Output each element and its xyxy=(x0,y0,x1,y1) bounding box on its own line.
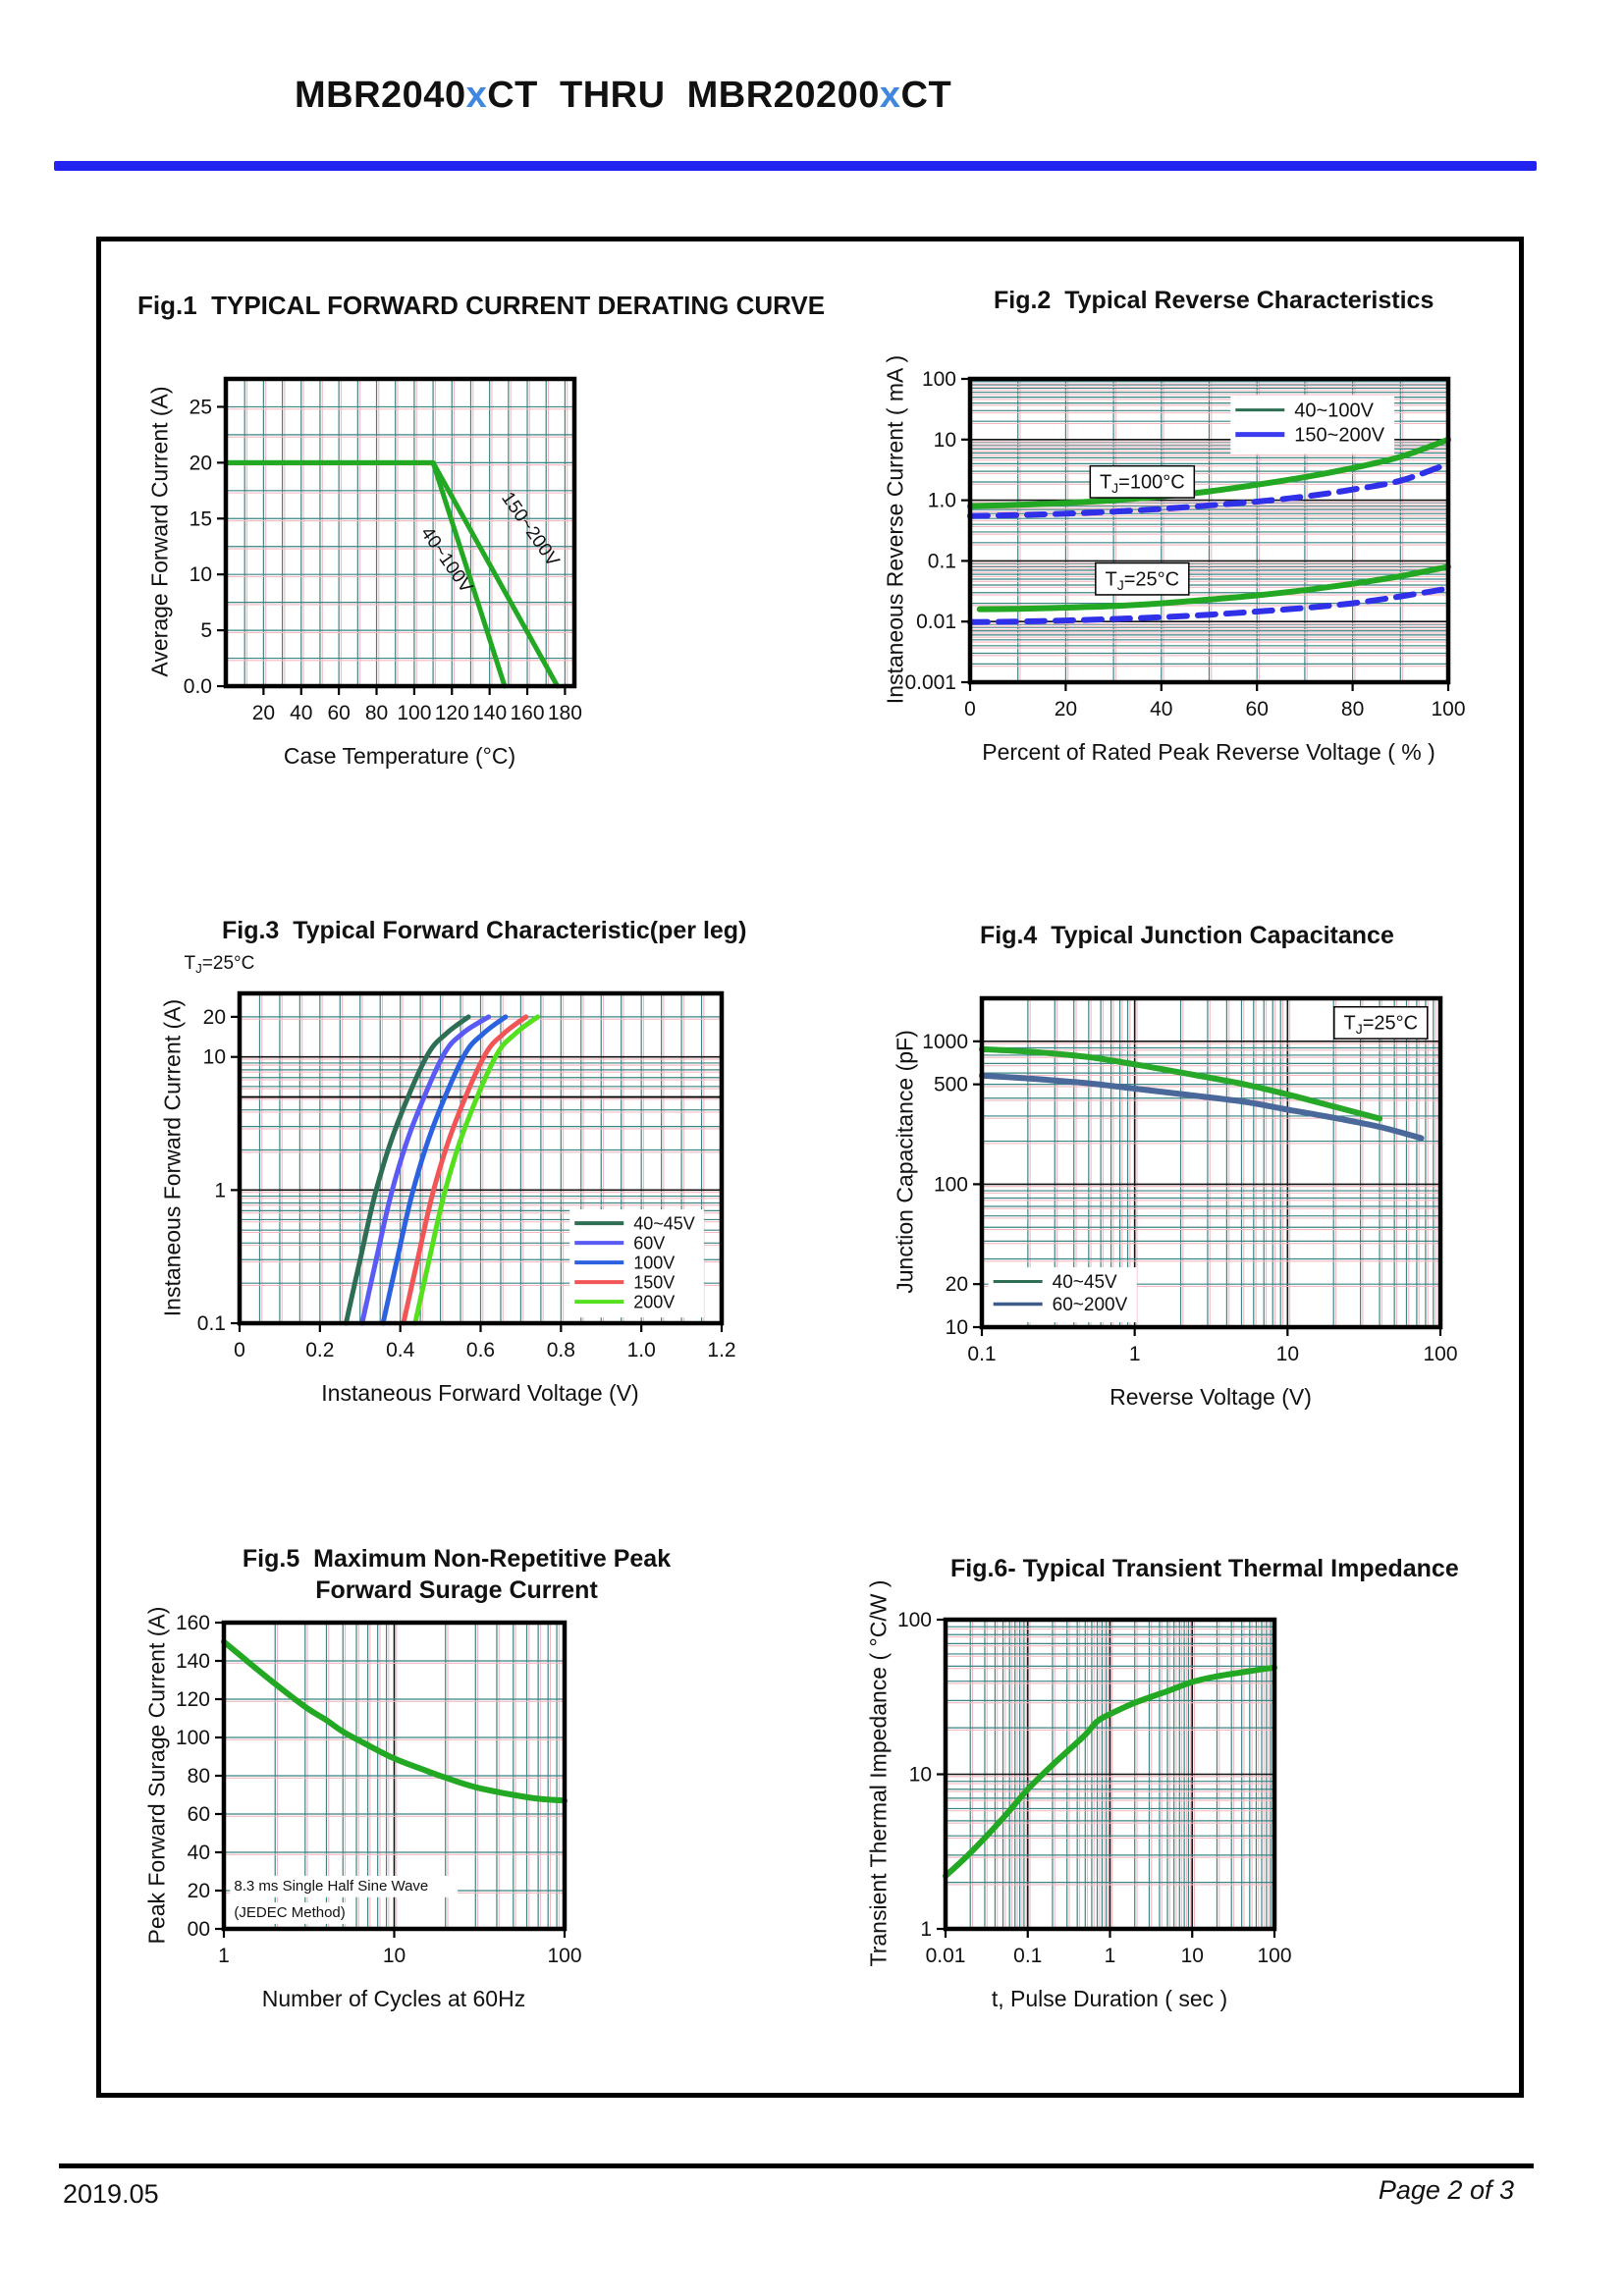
fig5-x-axis-label: Number of Cycles at 60Hz xyxy=(261,1986,526,2011)
svg-text:140: 140 xyxy=(472,702,508,724)
svg-text:180: 180 xyxy=(547,702,582,724)
svg-text:1: 1 xyxy=(214,1179,226,1202)
svg-text:20: 20 xyxy=(945,1273,968,1297)
svg-text:1.0: 1.0 xyxy=(927,489,956,512)
svg-text:(JEDEC Method): (JEDEC Method) xyxy=(234,1904,346,1922)
svg-text:0.1: 0.1 xyxy=(927,550,956,573)
svg-text:40~100V: 40~100V xyxy=(416,523,477,598)
svg-text:10: 10 xyxy=(189,563,212,587)
svg-text:100: 100 xyxy=(896,1609,932,1631)
svg-text:0.8: 0.8 xyxy=(546,1339,575,1362)
svg-text:140: 140 xyxy=(175,1650,210,1673)
svg-text:10: 10 xyxy=(908,1763,932,1787)
title-accent-x2: x xyxy=(879,75,901,116)
title-accent-x1: x xyxy=(465,75,488,116)
svg-text:10: 10 xyxy=(933,428,956,452)
svg-text:20: 20 xyxy=(187,1880,210,1902)
svg-text:0.0: 0.0 xyxy=(183,675,212,698)
svg-text:1000: 1000 xyxy=(922,1030,968,1053)
svg-text:100: 100 xyxy=(921,368,956,391)
fig2-caption: Fig.2 Typical Reverse Characteristics xyxy=(994,287,1435,314)
svg-text:20: 20 xyxy=(1054,698,1078,721)
title-part-1: MBR2040 xyxy=(295,75,466,116)
svg-text:40~45V: 40~45V xyxy=(1052,1272,1117,1294)
fig3-chart xyxy=(161,952,771,1380)
fig2-chart xyxy=(892,347,1497,739)
fig4-x-axis-label: Reverse Voltage (V) xyxy=(1110,1384,1312,1410)
svg-text:100: 100 xyxy=(1423,1343,1458,1365)
fig5-y-axis-label: Peak Forward Surage Current (A) xyxy=(143,1606,170,1945)
svg-text:150~200V: 150~200V xyxy=(497,488,564,571)
svg-text:40: 40 xyxy=(290,702,313,724)
svg-text:0.2: 0.2 xyxy=(305,1339,335,1362)
svg-text:0.01: 0.01 xyxy=(916,611,956,634)
svg-text:500: 500 xyxy=(933,1073,968,1096)
svg-text:0: 0 xyxy=(964,698,976,721)
svg-text:100: 100 xyxy=(547,1945,582,1967)
svg-text:5: 5 xyxy=(200,619,212,643)
svg-text:1: 1 xyxy=(1128,1343,1141,1365)
fig1-caption: Fig.1 TYPICAL FORWARD CURRENT DERATING CURVE xyxy=(137,291,826,320)
svg-text:1: 1 xyxy=(920,1918,932,1941)
svg-text:20: 20 xyxy=(189,452,212,475)
fig3-x-axis-label: Instaneous Forward Voltage (V) xyxy=(321,1380,639,1406)
fig1-chart xyxy=(147,347,623,743)
svg-text:40~100V: 40~100V xyxy=(1294,400,1374,422)
svg-text:0.01: 0.01 xyxy=(925,1945,966,1967)
svg-text:200V: 200V xyxy=(633,1292,676,1312)
svg-text:100: 100 xyxy=(397,702,432,724)
svg-text:1.0: 1.0 xyxy=(626,1339,656,1362)
svg-text:1: 1 xyxy=(1104,1945,1116,1967)
svg-text:100: 100 xyxy=(1257,1945,1292,1967)
svg-text:0.1: 0.1 xyxy=(1013,1945,1043,1967)
svg-text:10: 10 xyxy=(1275,1343,1300,1365)
svg-text:100V: 100V xyxy=(633,1253,676,1273)
svg-text:25: 25 xyxy=(189,396,212,419)
svg-text:40~45V: 40~45V xyxy=(633,1213,695,1234)
svg-text:60: 60 xyxy=(187,1803,210,1826)
svg-text:40: 40 xyxy=(1150,698,1173,721)
svg-text:TJ=25°C: $T_J=25^\circ C$ xyxy=(1343,1012,1419,1038)
svg-text:60: 60 xyxy=(1245,698,1269,721)
svg-text:1: 1 xyxy=(218,1945,230,1967)
svg-text:120: 120 xyxy=(175,1688,210,1711)
title-part-2: CT THRU MBR20200 xyxy=(487,75,880,116)
svg-text:0.001: 0.001 xyxy=(904,671,956,694)
fig2-y-axis-label: Instaneous Reverse Current ( mA ) xyxy=(882,354,908,705)
footer-rule xyxy=(59,2163,1534,2168)
svg-text:20: 20 xyxy=(251,702,276,724)
fig1-y-axis-label: Average Forward Current (A) xyxy=(146,386,173,677)
svg-text:40: 40 xyxy=(187,1842,210,1864)
svg-text:80: 80 xyxy=(187,1765,210,1788)
svg-text:15: 15 xyxy=(189,507,212,531)
svg-text:80: 80 xyxy=(1340,698,1365,721)
svg-text:00: 00 xyxy=(187,1918,210,1941)
fig1-x-axis-label: Case Temperature (°C) xyxy=(283,743,516,769)
svg-text:60~200V: 60~200V xyxy=(1052,1295,1128,1316)
fig3-y-axis-label: Instaneous Forward Current (A) xyxy=(159,998,186,1317)
fig4-y-axis-label: Junction Capacitance (pF) xyxy=(892,1030,918,1294)
fig4-caption: Fig.4 Typical Junction Capacitance xyxy=(980,922,1394,949)
svg-text:80: 80 xyxy=(364,702,389,724)
svg-text:0: 0 xyxy=(234,1339,245,1362)
header-rule xyxy=(54,161,1537,171)
svg-text:10: 10 xyxy=(945,1316,968,1339)
svg-text:60: 60 xyxy=(327,702,351,724)
fig4-chart xyxy=(903,967,1489,1384)
svg-text:60V: 60V xyxy=(633,1233,666,1254)
fig6-caption: Fig.6- Typical Transient Thermal Impedance xyxy=(950,1555,1459,1582)
svg-text:100: 100 xyxy=(175,1727,210,1749)
svg-text:160: 160 xyxy=(510,702,545,724)
title-part-3: CT xyxy=(900,75,952,116)
fig5-caption-line1: Fig.5 Maximum Non-Repetitive Peak xyxy=(242,1545,672,1573)
svg-text:0.1: 0.1 xyxy=(196,1312,226,1335)
footer-date: 2019.05 xyxy=(63,2179,159,2209)
svg-text:0.1: 0.1 xyxy=(967,1343,997,1365)
fig5-caption-line2: Forward Surage Current xyxy=(315,1576,598,1604)
footer-page-number: Page 2 of 3 xyxy=(1378,2175,1514,2205)
svg-text:TJ=25°C: $T_J=25^\circ C$ xyxy=(1105,568,1180,593)
svg-text:TJ=100°C: $T_J=100^\circ C$ xyxy=(1099,471,1185,497)
fig6-y-axis-label: Transient Thermal Impedance ( °C/W ) xyxy=(865,1579,892,1967)
svg-text:150V: 150V xyxy=(633,1272,676,1293)
svg-text:10: 10 xyxy=(202,1045,226,1069)
svg-text:1.2: 1.2 xyxy=(707,1339,736,1362)
svg-text:120: 120 xyxy=(434,702,469,724)
svg-text:8.3 ms Single Half Sine Wave: 8.3 ms Single Half Sine Wave xyxy=(234,1878,429,1895)
svg-text:10: 10 xyxy=(1180,1945,1204,1967)
svg-text:10: 10 xyxy=(382,1945,406,1967)
svg-text:TJ=25°C: $T_J=25^\circ C$ xyxy=(184,952,255,976)
svg-text:20: 20 xyxy=(202,1005,226,1029)
svg-text:0.4: 0.4 xyxy=(386,1339,415,1362)
fig5-chart xyxy=(145,1591,614,1986)
fig3-caption: Fig.3 Typical Forward Characteristic(per leg) xyxy=(222,917,747,944)
fig6-chart xyxy=(867,1588,1324,1986)
svg-text:150~200V: 150~200V xyxy=(1294,424,1385,447)
page-title xyxy=(295,75,951,117)
svg-text:160: 160 xyxy=(175,1612,210,1634)
fig2-x-axis-label: Percent of Rated Peak Reverse Voltage ( % ) xyxy=(982,739,1435,765)
svg-text:100: 100 xyxy=(1431,698,1466,721)
svg-text:0.6: 0.6 xyxy=(465,1339,496,1362)
fig6-x-axis-label: t, Pulse Duration ( sec ) xyxy=(991,1986,1228,2011)
svg-text:100: 100 xyxy=(933,1173,968,1197)
